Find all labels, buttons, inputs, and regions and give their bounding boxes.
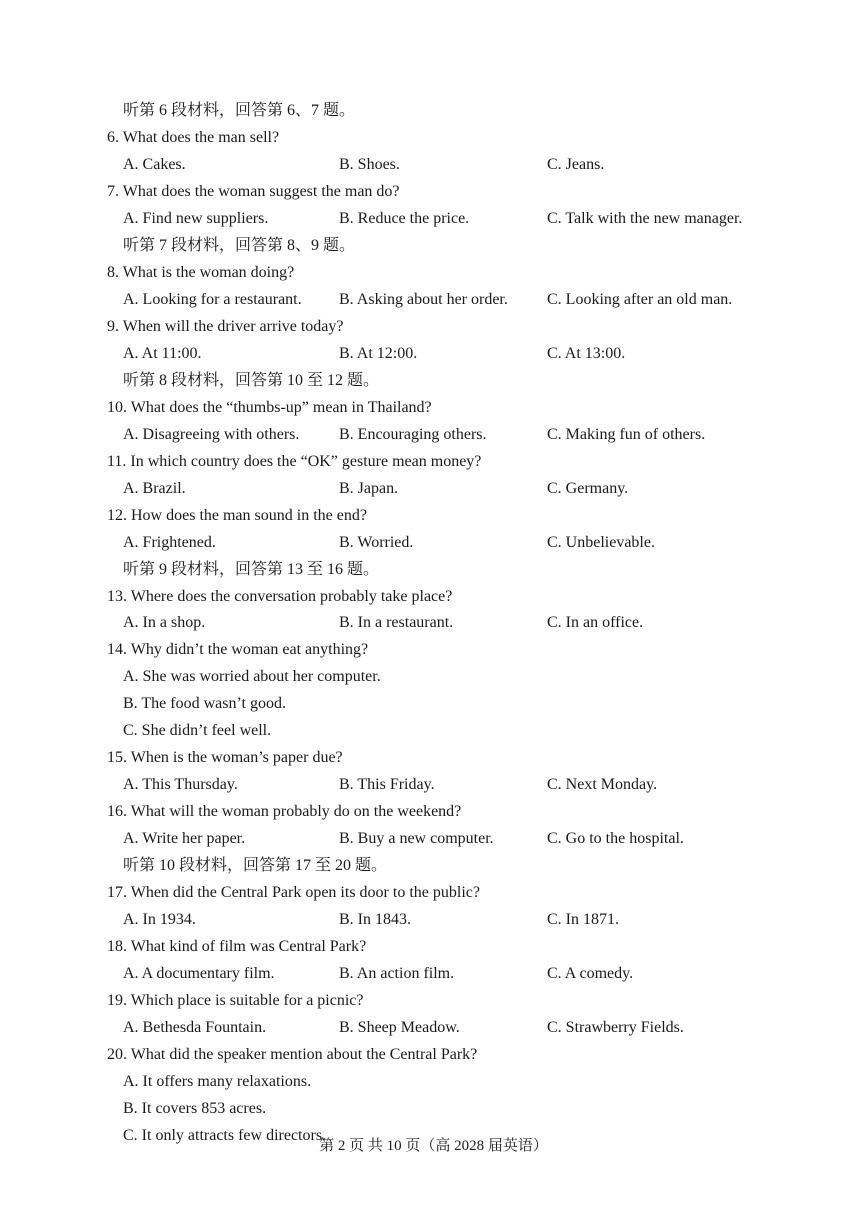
answer-option: B. An action film. xyxy=(339,965,455,982)
section-header-text: 听第 6 段材料，回答第 6、7 题。 xyxy=(123,102,356,119)
answer-options-row xyxy=(0,152,867,178)
answer-options-row xyxy=(0,530,867,556)
question-stem xyxy=(0,745,867,771)
question-stem xyxy=(0,880,867,906)
question-stem xyxy=(0,314,867,340)
answer-option-row xyxy=(0,1069,867,1095)
answer-option: A. Frightened. xyxy=(123,533,216,551)
question-stem xyxy=(0,1042,867,1068)
answer-option: C. It only attracts few directors. xyxy=(123,1126,327,1144)
question-stem-text: 20. What did the speaker mention about the Central Park? xyxy=(107,1045,478,1063)
question-stem xyxy=(0,934,867,960)
question-stem-text: 17. When did the Central Park open its door to the public? xyxy=(107,884,480,902)
question-stem-text: 8. What is the woman doing? xyxy=(107,263,295,281)
answer-option: A. It offers many relaxations. xyxy=(123,1072,312,1090)
question-stem xyxy=(0,395,867,421)
answer-option: A. Bethesda Fountain. xyxy=(123,1019,267,1036)
answer-options-row xyxy=(0,341,867,367)
answer-option: B. It covers 853 acres. xyxy=(123,1099,267,1117)
answer-options-row xyxy=(0,961,867,987)
question-stem xyxy=(0,125,867,151)
question-stem-text: 18. What kind of film was Central Park? xyxy=(107,938,367,956)
answer-option: B. Sheep Meadow. xyxy=(339,1019,460,1036)
question-stem-text: 10. What does the “thumbs-up” mean in Thailand? xyxy=(107,398,432,416)
answer-option: C. Germany. xyxy=(547,479,629,497)
answer-options-row xyxy=(0,907,867,933)
answer-options-row xyxy=(0,422,867,448)
question-stem-text: 19. Which place is suitable for a picnic? xyxy=(107,992,364,1009)
answer-option: C. Making fun of others. xyxy=(547,425,706,443)
answer-option: A. In 1934. xyxy=(123,911,196,929)
answer-options-row xyxy=(0,287,867,313)
question-stem-text: 14. Why didn’t the woman eat anything? xyxy=(107,641,369,659)
question-stem-text: 6. What does the man sell? xyxy=(107,129,280,146)
answer-option: C. Next Monday. xyxy=(547,776,658,794)
answer-option: B. Shoes. xyxy=(339,155,400,173)
answer-options-row xyxy=(0,772,867,798)
answer-option: B. In 1843. xyxy=(339,911,411,929)
section-header xyxy=(0,98,867,124)
section-header xyxy=(0,557,867,583)
question-stem xyxy=(0,799,867,825)
question-stem xyxy=(0,449,867,475)
answer-option-row xyxy=(0,1096,867,1122)
question-stem xyxy=(0,503,867,529)
answer-option: C. She didn’t feel well. xyxy=(123,722,272,740)
answer-option: B. Worried. xyxy=(339,533,414,551)
answer-option: B. The food wasn’t good. xyxy=(123,695,286,713)
answer-option: C. In an office. xyxy=(547,614,644,632)
answer-option: A. At 11:00. xyxy=(123,344,202,362)
answer-option: C. Go to the hospital. xyxy=(547,830,684,848)
answer-option-row xyxy=(0,664,867,690)
answer-option: A. Find new suppliers. xyxy=(123,209,269,227)
answer-option: A. She was worried about her computer. xyxy=(123,668,381,686)
answer-option: C. A comedy. xyxy=(547,965,634,982)
answer-options-row xyxy=(0,206,867,232)
answer-option: C. Talk with the new manager. xyxy=(547,209,743,227)
question-stem-text: 13. Where does the conversation probably take place? xyxy=(107,587,453,605)
section-header xyxy=(0,853,867,879)
answer-option: B. This Friday. xyxy=(339,776,435,794)
question-stem-text: 12. How does the man sound in the end? xyxy=(107,506,367,524)
question-stem xyxy=(0,637,867,663)
section-header-text: 听第 8 段材料，回答第 10 至 12 题。 xyxy=(123,371,380,389)
section-header xyxy=(0,368,867,394)
question-stem-text: 11. In which country does the “OK” gesture mean money? xyxy=(107,452,482,470)
section-header-text: 听第 9 段材料，回答第 13 至 16 题。 xyxy=(123,560,380,578)
answer-option: C. Strawberry Fields. xyxy=(547,1019,684,1036)
answer-option: A. This Thursday. xyxy=(123,776,238,794)
answer-options-row xyxy=(0,476,867,502)
answer-option: A. Write her paper. xyxy=(123,830,246,848)
answer-option: B. Japan. xyxy=(339,479,399,497)
answer-option-row xyxy=(0,691,867,717)
answer-option: A. Looking for a restaurant. xyxy=(123,290,302,308)
section-header xyxy=(0,233,867,259)
answer-option: B. In a restaurant. xyxy=(339,614,454,632)
answer-options-row xyxy=(0,826,867,852)
answer-option: C. In 1871. xyxy=(547,911,619,929)
answer-option-row xyxy=(0,718,867,744)
answer-option: A. Disagreeing with others. xyxy=(123,425,300,443)
question-stem-text: 16. What will the woman probably do on the weekend? xyxy=(107,803,462,821)
question-stem xyxy=(0,584,867,610)
question-stem-text: 9. When will the driver arrive today? xyxy=(107,317,344,335)
answer-options-row xyxy=(0,610,867,636)
answer-option: B. Reduce the price. xyxy=(339,209,470,227)
answer-option: B. At 12:00. xyxy=(339,344,418,362)
answer-option: C. Jeans. xyxy=(547,155,605,173)
page-footer: 第 2 页 共 10 页（高 2028 届英语） xyxy=(319,1138,548,1154)
answer-option: B. Buy a new computer. xyxy=(339,830,494,848)
answer-options-row xyxy=(0,1015,867,1041)
answer-option: B. Asking about her order. xyxy=(339,290,508,308)
answer-option: C. Unbelievable. xyxy=(547,533,655,551)
question-stem-text: 15. When is the woman’s paper due? xyxy=(107,749,343,767)
question-stem xyxy=(0,179,867,205)
answer-option: A. Cakes. xyxy=(123,155,186,173)
question-stem-text: 7. What does the woman suggest the man do? xyxy=(107,182,400,200)
section-header-text: 听第 7 段材料，回答第 8、9 题。 xyxy=(123,236,356,254)
section-header-text: 听第 10 段材料，回答第 17 至 20 题。 xyxy=(123,857,388,875)
answer-option: C. Looking after an old man. xyxy=(547,290,733,308)
answer-option: A. Brazil. xyxy=(123,479,186,497)
answer-option: A. In a shop. xyxy=(123,614,206,632)
answer-option: C. At 13:00. xyxy=(547,344,626,362)
answer-option: B. Encouraging others. xyxy=(339,425,487,443)
answer-option: A. A documentary film. xyxy=(123,965,275,982)
question-stem xyxy=(0,260,867,286)
question-stem xyxy=(0,988,867,1014)
